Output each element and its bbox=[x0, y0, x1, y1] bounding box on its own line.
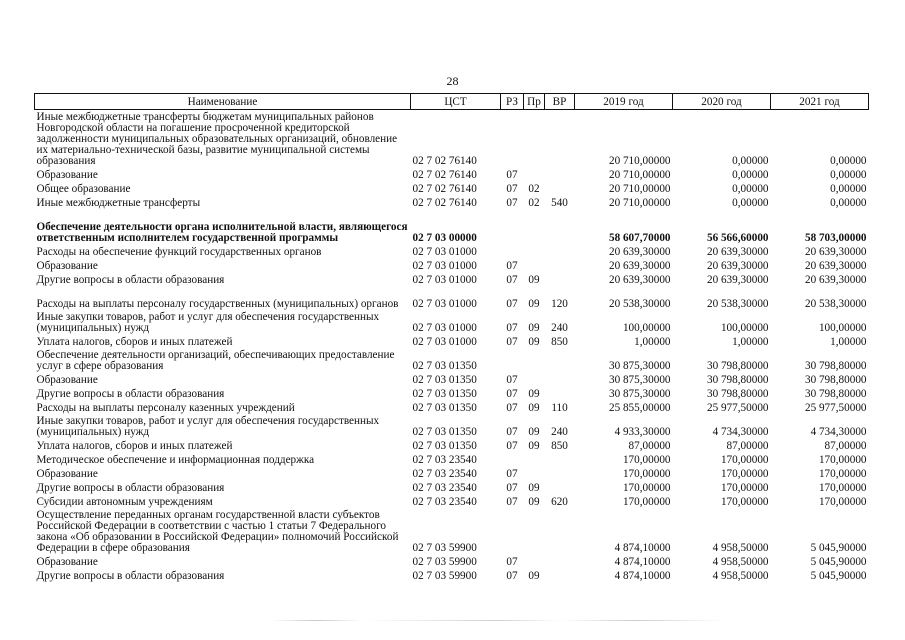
row-cst: 02 7 02 76140 bbox=[412, 197, 477, 209]
row-name: Обеспечение деятельности организаций, обеспечивающих предоставление услуг в сфере образования bbox=[36, 349, 395, 372]
row-cst: 02 7 03 23540 bbox=[412, 496, 477, 508]
row-2019: 170,00000 bbox=[622, 468, 671, 480]
row-name: Методическое обеспечение и информационная поддержка bbox=[36, 454, 315, 466]
row-rz: 07 bbox=[506, 197, 518, 209]
row-2020: 0,00000 bbox=[732, 183, 769, 195]
row-vr bbox=[545, 348, 575, 372]
row-cst: 02 7 02 76140 bbox=[412, 183, 477, 195]
row-name: Обеспечение деятельности органа исполнительной власти, являющегося ответственным исполнителем государственной программы bbox=[36, 221, 408, 244]
row-pr: 09 bbox=[528, 402, 540, 414]
row-vr bbox=[545, 244, 575, 258]
row-2019: 25 855,00000 bbox=[608, 402, 671, 414]
row-vr bbox=[545, 386, 575, 400]
row-2021: 25 977,50000 bbox=[804, 402, 867, 414]
row-cst: 02 7 03 59900 bbox=[412, 556, 477, 568]
row-2020: 4 958,50000 bbox=[712, 556, 769, 568]
row-cst: 02 7 03 01350 bbox=[412, 440, 477, 452]
row-name: Другие вопросы в области образования bbox=[36, 274, 225, 286]
row-2020: 0,00000 bbox=[732, 169, 769, 181]
row-2020: 4 958,50000 bbox=[712, 542, 769, 554]
row-pr: 09 bbox=[528, 322, 540, 334]
row-rz: 07 bbox=[506, 402, 518, 414]
row-2021: 170,00000 bbox=[818, 454, 867, 466]
row-rz bbox=[501, 244, 524, 258]
row-2021: 170,00000 bbox=[818, 482, 867, 494]
table-header-row bbox=[35, 94, 869, 110]
row-2019: 30 875,30000 bbox=[608, 374, 671, 386]
row-pr bbox=[524, 244, 545, 258]
row-rz: 07 bbox=[506, 440, 518, 452]
row-pr bbox=[524, 372, 545, 386]
row-pr: 02 bbox=[528, 183, 540, 195]
row-2019: 170,00000 bbox=[622, 482, 671, 494]
row-vr: 850 bbox=[551, 336, 568, 348]
row-2019: 20 710,00000 bbox=[608, 169, 671, 181]
row-pr bbox=[524, 348, 545, 372]
row-vr: 240 bbox=[551, 322, 568, 334]
row-rz: 07 bbox=[506, 388, 518, 400]
row-2020: 170,00000 bbox=[720, 482, 769, 494]
row-2021: 20 639,30000 bbox=[804, 274, 867, 286]
row-2021: 0,00000 bbox=[830, 169, 867, 181]
row-vr bbox=[545, 258, 575, 272]
row-pr bbox=[524, 554, 545, 568]
row-2020: 20 538,30000 bbox=[706, 298, 769, 310]
row-pr bbox=[524, 209, 545, 244]
row-pr: 02 bbox=[528, 197, 540, 209]
row-2021: 5 045,90000 bbox=[810, 570, 867, 582]
row-vr bbox=[545, 466, 575, 480]
row-2020: 25 977,50000 bbox=[706, 402, 769, 414]
row-name: Другие вопросы в области образования bbox=[36, 482, 225, 494]
row-cst: 02 7 03 23540 bbox=[412, 468, 477, 480]
row-cst: 02 7 03 01000 bbox=[412, 260, 477, 272]
row-2020: 170,00000 bbox=[720, 468, 769, 480]
row-2020: 4 958,50000 bbox=[712, 570, 769, 582]
row-2020: 30 798,80000 bbox=[706, 374, 769, 386]
row-2021: 58 703,00000 bbox=[804, 232, 867, 244]
row-2021: 100,00000 bbox=[818, 322, 867, 334]
row-vr bbox=[545, 554, 575, 568]
row-name: Образование bbox=[36, 468, 98, 480]
row-2020: 170,00000 bbox=[720, 496, 769, 508]
row-2021: 87,00000 bbox=[824, 440, 867, 452]
row-name: Расходы на выплаты персоналу государственных (муниципальных) органов bbox=[36, 298, 399, 310]
row-rz bbox=[501, 452, 524, 466]
row-cst: 02 7 03 01000 bbox=[412, 298, 477, 310]
row-2019: 4 874,10000 bbox=[614, 556, 671, 568]
row-name: Другие вопросы в области образования bbox=[36, 570, 225, 582]
row-rz bbox=[501, 209, 524, 244]
row-pr: 09 bbox=[528, 298, 540, 310]
header-rz: РЗ bbox=[501, 94, 524, 110]
row-2021: 170,00000 bbox=[818, 496, 867, 508]
row-pr bbox=[524, 258, 545, 272]
row-name: Расходы на обеспечение функций государственных органов bbox=[36, 246, 322, 258]
row-pr bbox=[524, 508, 545, 554]
row-2019: 20 639,30000 bbox=[608, 246, 671, 258]
row-vr: 850 bbox=[551, 440, 568, 452]
row-2019: 20 639,30000 bbox=[608, 260, 671, 272]
row-pr bbox=[524, 466, 545, 480]
budget-table bbox=[34, 93, 869, 582]
row-vr: 240 bbox=[551, 426, 568, 438]
row-cst: 02 7 03 01350 bbox=[412, 360, 477, 372]
row-name: Иные межбюджетные трансферты bbox=[36, 197, 201, 209]
row-2021: 1,00000 bbox=[830, 336, 867, 348]
row-2020: 0,00000 bbox=[732, 197, 769, 209]
row-cst: 02 7 03 01350 bbox=[412, 388, 477, 400]
row-name: Иные закупки товаров, работ и услуг для обеспечения государственных (муниципальных) нужд bbox=[36, 415, 380, 438]
row-cst: 02 7 02 76140 bbox=[412, 155, 477, 167]
row-2021: 20 639,30000 bbox=[804, 246, 867, 258]
row-rz: 07 bbox=[506, 374, 518, 386]
row-rz: 07 bbox=[506, 570, 518, 582]
row-pr bbox=[524, 452, 545, 466]
row-cst: 02 7 03 00000 bbox=[412, 232, 477, 244]
row-2019: 170,00000 bbox=[622, 454, 671, 466]
row-cst: 02 7 03 23540 bbox=[412, 482, 477, 494]
row-2021: 0,00000 bbox=[830, 197, 867, 209]
row-vr bbox=[545, 181, 575, 195]
row-name: Уплата налогов, сборов и иных платежей bbox=[36, 336, 233, 348]
row-2020: 20 639,30000 bbox=[706, 260, 769, 272]
row-cst: 02 7 03 59900 bbox=[412, 542, 477, 554]
row-2019: 4 874,10000 bbox=[614, 570, 671, 582]
row-name: Иные закупки товаров, работ и услуг для обеспечения государственных (муниципальных) нужд bbox=[36, 311, 380, 334]
row-vr: 110 bbox=[551, 402, 568, 414]
row-2021: 170,00000 bbox=[818, 468, 867, 480]
row-2021: 0,00000 bbox=[830, 183, 867, 195]
row-name: Образование bbox=[36, 556, 98, 568]
row-rz: 07 bbox=[506, 183, 518, 195]
scan-artifact-line bbox=[0, 620, 905, 621]
row-vr bbox=[545, 167, 575, 181]
row-rz bbox=[501, 348, 524, 372]
row-rz: 07 bbox=[506, 274, 518, 286]
row-2021: 20 538,30000 bbox=[804, 298, 867, 310]
row-rz: 07 bbox=[506, 322, 518, 334]
row-2019: 20 639,30000 bbox=[608, 274, 671, 286]
row-2019: 20 538,30000 bbox=[608, 298, 671, 310]
row-2020: 20 639,30000 bbox=[706, 246, 769, 258]
row-pr: 09 bbox=[528, 336, 540, 348]
row-vr: 120 bbox=[551, 298, 568, 310]
row-rz bbox=[501, 110, 524, 168]
header-2019: 2019 год bbox=[575, 94, 673, 110]
row-cst: 02 7 03 01000 bbox=[412, 246, 477, 258]
row-vr bbox=[545, 272, 575, 286]
row-2020: 170,00000 bbox=[720, 454, 769, 466]
row-name: Осуществление переданных органам государственной власти субъектов Российской Федерации в соответствии с частью 1 статьи 7 Федерального закона «Об образовании в Российской Федерации» полномочий Российской Федерации в сфере образования bbox=[36, 509, 399, 554]
row-2019: 4 933,30000 bbox=[614, 426, 671, 438]
row-name: Образование bbox=[36, 169, 98, 181]
row-2020: 1,00000 bbox=[732, 336, 769, 348]
row-2021: 20 639,30000 bbox=[804, 260, 867, 272]
row-cst: 02 7 03 59900 bbox=[412, 570, 477, 582]
row-2021: 30 798,80000 bbox=[804, 374, 867, 386]
row-2021: 5 045,90000 bbox=[810, 556, 867, 568]
row-cst: 02 7 03 01000 bbox=[412, 322, 477, 334]
row-pr: 09 bbox=[528, 482, 540, 494]
row-pr bbox=[524, 167, 545, 181]
row-2019: 58 607,70000 bbox=[608, 232, 671, 244]
row-name: Общее образование bbox=[36, 183, 131, 195]
row-name: Уплата налогов, сборов и иных платежей bbox=[36, 440, 233, 452]
row-2021: 0,00000 bbox=[830, 155, 867, 167]
row-rz: 07 bbox=[506, 336, 518, 348]
row-vr: 540 bbox=[551, 197, 568, 209]
row-2019: 20 710,00000 bbox=[608, 197, 671, 209]
row-2020: 20 639,30000 bbox=[706, 274, 769, 286]
row-cst: 02 7 02 76140 bbox=[412, 169, 477, 181]
row-cst: 02 7 03 01000 bbox=[412, 336, 477, 348]
row-rz: 07 bbox=[506, 482, 518, 494]
row-pr bbox=[524, 110, 545, 168]
row-2020: 100,00000 bbox=[720, 322, 769, 334]
row-cst: 02 7 03 01000 bbox=[412, 274, 477, 286]
row-cst: 02 7 03 01350 bbox=[412, 374, 477, 386]
row-vr bbox=[545, 110, 575, 168]
header-vr: ВР bbox=[545, 94, 575, 110]
header-2020: 2020 год bbox=[673, 94, 771, 110]
row-2019: 4 874,10000 bbox=[614, 542, 671, 554]
row-rz: 07 bbox=[506, 556, 518, 568]
row-2019: 20 710,00000 bbox=[608, 183, 671, 195]
row-name: Образование bbox=[36, 374, 98, 386]
row-2019: 100,00000 bbox=[622, 322, 671, 334]
row-name: Иные межбюджетные трансферты бюджетам муниципальных районов Новгородской области на погашение просроченной кредиторской задолженности муниципальных образовательных организаций, обновление их материально-технической базы, развитие муниципальной системы образования bbox=[36, 111, 398, 167]
header-pr: Пр bbox=[524, 94, 545, 110]
row-2021: 5 045,90000 bbox=[810, 542, 867, 554]
row-name: Образование bbox=[36, 260, 98, 272]
row-2020: 30 798,80000 bbox=[706, 388, 769, 400]
row-2020: 0,00000 bbox=[732, 155, 769, 167]
row-pr: 09 bbox=[528, 274, 540, 286]
row-rz: 07 bbox=[506, 496, 518, 508]
row-pr: 09 bbox=[528, 388, 540, 400]
row-cst: 02 7 03 23540 bbox=[412, 454, 477, 466]
row-2021: 30 798,80000 bbox=[804, 388, 867, 400]
table-body bbox=[35, 110, 869, 583]
row-cst: 02 7 03 01350 bbox=[412, 426, 477, 438]
row-rz: 07 bbox=[506, 426, 518, 438]
page-number: 28 bbox=[446, 74, 459, 88]
header-2021: 2021 год bbox=[771, 94, 869, 110]
row-2021: 4 734,30000 bbox=[810, 426, 867, 438]
header-cst: ЦСТ bbox=[411, 94, 501, 110]
row-vr bbox=[545, 508, 575, 554]
row-2020: 87,00000 bbox=[726, 440, 769, 452]
header-name: Наименование bbox=[35, 94, 411, 110]
row-2019: 170,00000 bbox=[622, 496, 671, 508]
row-name: Субсидии автономным учреждениям bbox=[36, 496, 213, 508]
row-vr bbox=[545, 209, 575, 244]
row-2019: 30 875,30000 bbox=[608, 388, 671, 400]
row-rz: 07 bbox=[506, 468, 518, 480]
row-rz: 07 bbox=[506, 298, 518, 310]
row-vr bbox=[545, 480, 575, 494]
row-vr bbox=[545, 452, 575, 466]
row-pr: 09 bbox=[528, 570, 540, 582]
row-vr bbox=[545, 568, 575, 582]
row-rz: 07 bbox=[506, 260, 518, 272]
row-2019: 30 875,30000 bbox=[608, 360, 671, 372]
row-name: Другие вопросы в области образования bbox=[36, 388, 225, 400]
row-rz: 07 bbox=[506, 169, 518, 181]
row-vr bbox=[545, 372, 575, 386]
row-2019: 1,00000 bbox=[634, 336, 671, 348]
row-2020: 4 734,30000 bbox=[712, 426, 769, 438]
row-vr: 620 bbox=[551, 496, 568, 508]
row-rz bbox=[501, 508, 524, 554]
row-pr: 09 bbox=[528, 426, 540, 438]
row-pr: 09 bbox=[528, 440, 540, 452]
row-2020: 56 566,60000 bbox=[706, 232, 769, 244]
row-2021: 30 798,80000 bbox=[804, 360, 867, 372]
row-name: Расходы на выплаты персоналу казенных учреждений bbox=[36, 402, 295, 414]
row-2019: 87,00000 bbox=[628, 440, 671, 452]
row-pr: 09 bbox=[528, 496, 540, 508]
row-2019: 20 710,00000 bbox=[608, 155, 671, 167]
row-cst: 02 7 03 01350 bbox=[412, 402, 477, 414]
row-2020: 30 798,80000 bbox=[706, 360, 769, 372]
